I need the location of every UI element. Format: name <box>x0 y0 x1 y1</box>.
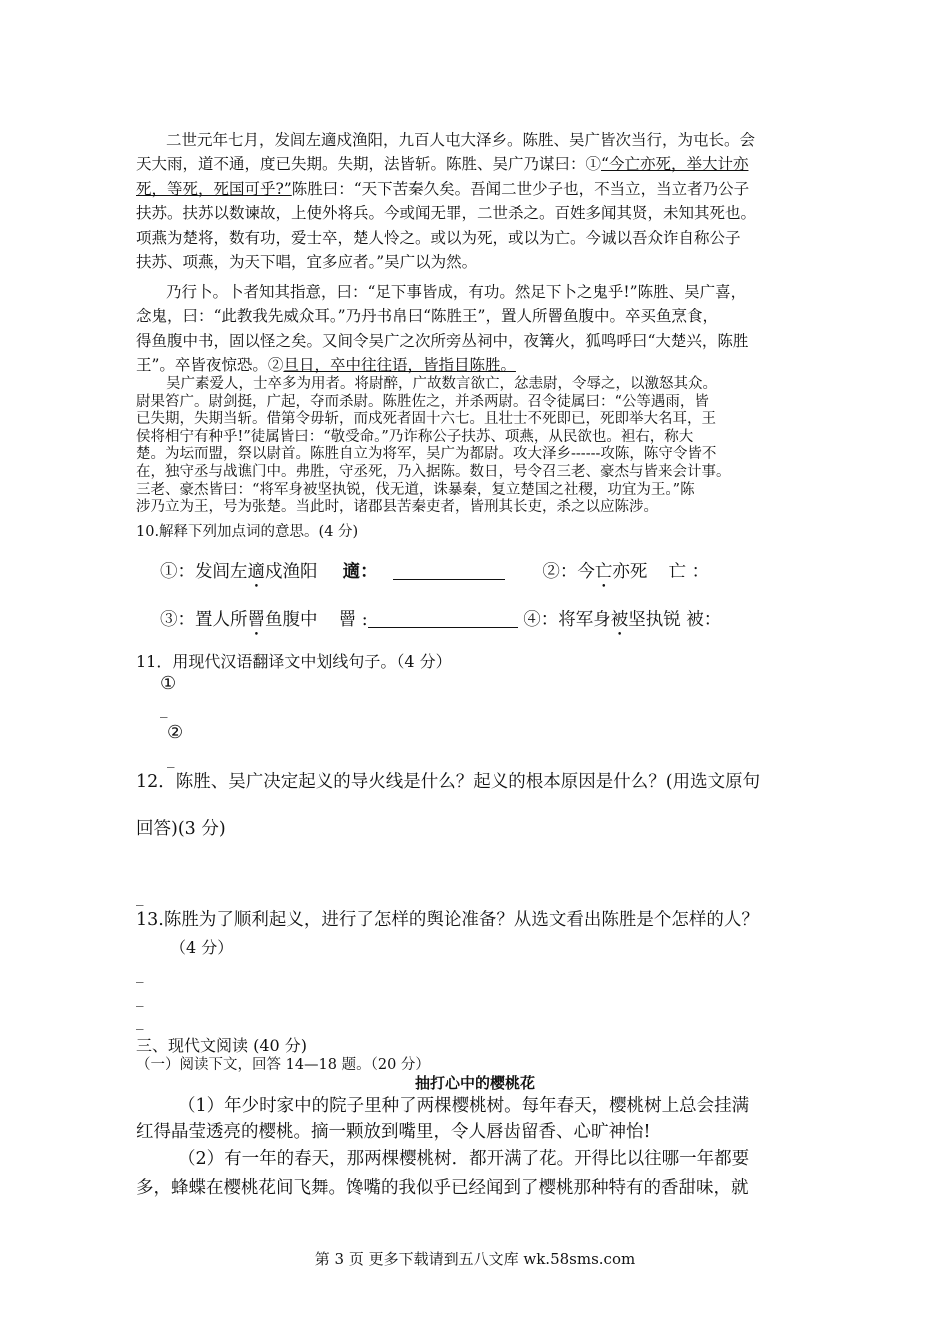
text-line: 在，独守丞与战谯门中。弗胜，守丞死，乃入据陈。数日，号令召三老、豪杰与皆来会计事。 <box>136 463 731 480</box>
answer-mark-1: ① <box>160 673 177 694</box>
text-line: （2）有一年的春天，那两棵樱桃树．都开满了花。开得比以往哪一年都要 <box>178 1149 750 1169</box>
text-line: 项燕为楚将，数有功，爱士卒，楚人怜之。或以为死，或以为亡。今诚以吾众诈自称公子 <box>136 228 741 247</box>
answer-line-q13-3[interactable]: _ <box>136 1012 144 1030</box>
question-12-line-2: 回答)(3 分) <box>136 819 226 839</box>
answer-mark-2: ② <box>167 722 184 743</box>
passage-paragraph-2 <box>136 280 816 378</box>
question-10-stem: 10.解释下列加点词的意思。(4 分) <box>136 524 359 540</box>
question-12-line-1: 12．陈胜、吴广决定起义的导火线是什么？起义的根本原因是什么？(用选文原句 <box>136 772 761 792</box>
text-line: （1）年少时家中的院子里种了两棵樱桃树。每年春天，樱桃树上总会挂满 <box>178 1096 750 1116</box>
dotted-char: 被 <box>610 610 629 630</box>
underlined-sentence-1: “今亡亦死，举大计亦 <box>601 155 749 174</box>
answer-line-2[interactable]: _ <box>167 750 175 768</box>
q10-item-1: ①：发闾左適戍渔阳 <box>160 562 318 582</box>
text-line: 已失期，失期当斩。借第令毋斩，而戍死者固十六七。且壮士不死即已，死即举大名耳，王 <box>136 411 716 428</box>
text-line: 尉果笞广。尉剑挺，广起，夺而杀尉。陈胜佐之，并杀两尉。召令徒属曰：“公等遇雨，皆 <box>136 393 709 410</box>
answer-line-q13-2[interactable]: _ <box>136 989 144 1007</box>
text-line: 得鱼腹中书，固以怪之矣。又间令吴广之次所旁丛祠中，夜篝火，狐鸣呼曰“大楚兴，陈胜 <box>136 331 749 350</box>
dotted-char: 適 <box>247 562 265 582</box>
text-line <box>136 353 816 377</box>
q10-key-4: 被： <box>686 610 722 630</box>
question-13-line-1: 13.陈胜为了顺利起义，进行了怎样的舆论准备？从选文看出陈胜是个怎样的人？ <box>136 910 759 930</box>
answer-blank-3[interactable] <box>368 609 518 628</box>
text-line: 多，蜂蝶在樱桃花间飞舞。馋嘴的我似乎已经闻到了樱桃那种特有的香甜味，就 <box>136 1178 749 1198</box>
text-line: 扶苏。扶苏以数谏故，上使外将兵。今或闻无罪，二世杀之。百姓多闻其贤，未知其死也。 <box>136 204 757 223</box>
question-13-line-2: （4 分） <box>170 938 234 957</box>
article-paragraph-1 <box>136 1093 816 1145</box>
dotted-char: 亡 <box>594 562 613 582</box>
q10-item-2: ②：今亡亦死 <box>542 562 648 582</box>
article-title: 抽打心中的樱桃花 <box>414 1074 535 1092</box>
section-subheading: （一）阅读下文，回答 14—18 题。（20 分） <box>136 1057 430 1073</box>
text-segment: 王”。卒皆夜惊恐。② <box>136 356 284 375</box>
q10-key-3: 罾 : <box>338 610 368 630</box>
passage-paragraph-1 <box>136 128 816 274</box>
q10-key-2: 亡 ： <box>668 562 710 582</box>
text-line: 吴广素爱人，士卒多为用者。将尉醉，广故数言欲亡，忿恚尉，令辱之，以激怒其众。 <box>166 376 717 392</box>
question-11-stem: 11．用现代汉语翻译文中划线句子。（4 分） <box>136 652 452 671</box>
text-line: 红得晶莹透亮的樱桃。摘一颗放到嘴里，令人唇齿留香、心旷神怡! <box>136 1122 651 1142</box>
q10-item-3: ③：置人所罾鱼腹中 <box>160 610 318 630</box>
underlined-sentence-1-cont: 死，等死，死国可乎?” <box>136 179 292 198</box>
text-segment: 天大雨，道不通，度已失期。失期，法皆斩。陈胜、吴广乃谋曰：① <box>136 155 602 174</box>
question-10-row-1 <box>160 561 840 592</box>
question-10-row-2 <box>160 609 840 640</box>
text-line: 乃行卜。卜者知其指意，曰：“足下事皆成，有功。然足下卜之鬼乎!”陈胜、吴广喜， <box>166 283 747 301</box>
answer-line-q12[interactable]: _ <box>136 888 144 906</box>
q10-key-1: 適： <box>342 562 378 582</box>
page-footer: 第 3 页 更多下载请到五八文库 wk.58sms.com <box>314 1250 636 1268</box>
text-line: 涉乃立为王，号为张楚。当此时，诸郡县苦秦吏者，皆刑其长吏，杀之以应陈涉。 <box>136 499 658 516</box>
section-heading: 三、现代文阅读 (40 分) <box>136 1036 308 1055</box>
answer-line-1[interactable]: _ <box>160 700 168 718</box>
passage-paragraph-3 <box>136 376 816 517</box>
text-line: 二世元年七月，发闾左適戍渔阳，九百人屯大泽乡。陈胜、吴广皆次当行，为屯长。会 <box>166 131 756 149</box>
text-line: 三老、豪杰皆曰：“将军身被坚执锐，伐无道，诛暴秦，复立楚国之社稷，功宜为王。”陈 <box>136 481 695 498</box>
text-line: 侯将相宁有种乎!”徒属皆曰：“敬受命。”乃诈称公子扶苏、项燕，从民欲也。袒右，称大 <box>136 428 694 445</box>
answer-line-q13-1[interactable]: _ <box>136 965 144 983</box>
text-line <box>136 152 816 176</box>
dotted-char: 罾 <box>247 610 265 630</box>
answer-blank-1[interactable] <box>393 561 505 580</box>
q10-item-4: ④：将军身被坚执锐 <box>523 610 681 630</box>
text-line <box>136 177 816 201</box>
text-line: 楚。为坛而盟，祭以尉首。陈胜自立为将军，吴广为都尉。攻大泽乡------攻陈，陈守令皆不 <box>136 446 717 463</box>
underlined-sentence-2: 旦日，卒中往往语，皆指目陈胜。 <box>283 356 516 375</box>
article-paragraph-2 <box>136 1145 816 1203</box>
text-line: 扶苏、项燕，为天下唱，宜多应者。”吴广以为然。 <box>136 253 478 272</box>
text-segment: 陈胜曰：“天下苦秦久矣。吾闻二世少子也，不当立，当立者乃公子 <box>291 179 750 198</box>
text-line: 念鬼，曰：“此教我先威众耳。”乃丹书帛曰“陈胜王”，置人所罾鱼腹中。卒买鱼烹食， <box>136 307 718 326</box>
